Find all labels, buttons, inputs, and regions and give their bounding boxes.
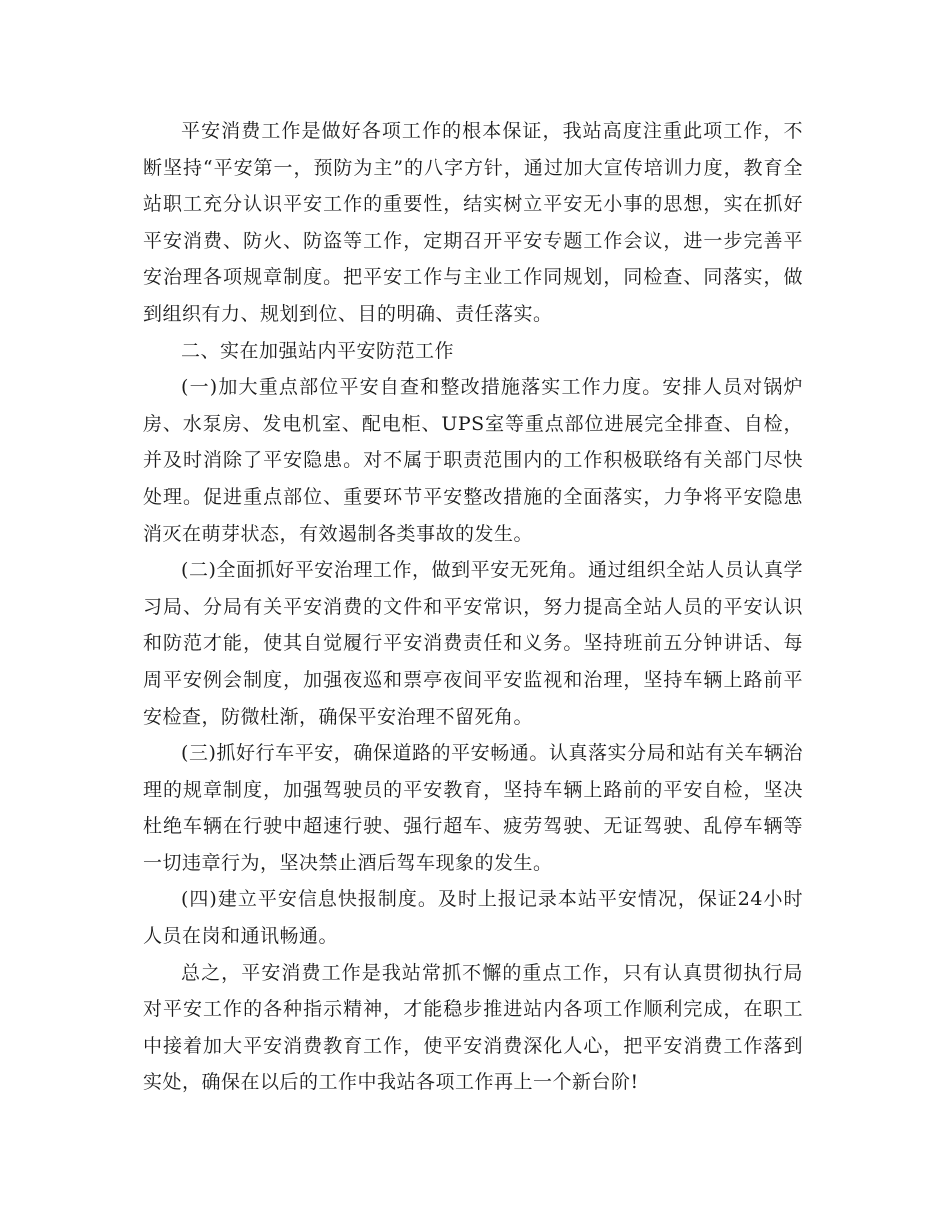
paragraph-item-1: (一)加大重点部位平安自查和整改措施落实工作力度。安排人员对锅炉房、水泵房、发电机室、配电柜、UPS室等重点部位进展完全排查、自检，并及时消除了平安隐患。对不属于职责范围内的工作积极联络有关部门尽快处理。促进重点部位、重要环节平安整改措施的全面落实，力争将平安隐患消灭在萌芽状态，有效遏制各类事故的发生。 — [143, 376, 803, 545]
paragraph-item-2: (二)全面抓好平安治理工作，做到平安无死角。通过组织全站人员认真学习局、分局有关平安消费的文件和平安常识，努力提高全站人员的平安认识和防范才能，使其自觉履行平安消费责任和义务。坚持班前五分钟讲话、每周平安例会制度，加强夜巡和票亭夜间平安监视和治理，坚持车辆上路前平安检查，防微杜渐，确保平安治理不留死角。 — [143, 559, 803, 728]
paragraph-conclusion: 总之，平安消费工作是我站常抓不懈的重点工作，只有认真贯彻执行局对平安工作的各种指示精神，才能稳步推进站内各项工作顺利完成，在职工中接着加大平安消费教育工作，使平安消费深化人心，把平安消费工作落到实处，确保在以后的工作中我站各项工作再上一个新台阶! — [143, 961, 803, 1094]
paragraph-safety-intro: 平安消费工作是做好各项工作的根本保证，我站高度注重此项工作，不断坚持“平安第一，预防为主”的八字方针，通过加大宣传培训力度，教育全站职工充分认识平安工作的重要性，结实树立平安无小事的思想，实在抓好平安消费、防火、防盗等工作，定期召开平安专题工作会议，进一步完善平安治理各项规章制度。把平安工作与主业工作同规划，同检查、同落实，做到组织有力、规划到位、目的明确、责任落实。 — [143, 120, 803, 325]
section-heading-2: 二、实在加强站内平安防范工作 — [181, 339, 455, 362]
document-body — [143, 113, 803, 1101]
paragraph-item-4: (四)建立平安信息快报制度。及时上报记录本站平安情况，保证24小时人员在岗和通讯畅通。 — [143, 888, 803, 948]
paragraph-item-3: (三)抓好行车平安，确保道路的平安畅通。认真落实分局和站有关车辆治理的规章制度，加强驾驶员的平安教育，坚持车辆上路前的平安自检，坚决杜绝车辆在行驶中超速行驶、强行超车、疲劳驾驶、无证驾驶、乱停车辆等一切违章行为，坚决禁止酒后驾车现象的发生。 — [143, 742, 803, 874]
